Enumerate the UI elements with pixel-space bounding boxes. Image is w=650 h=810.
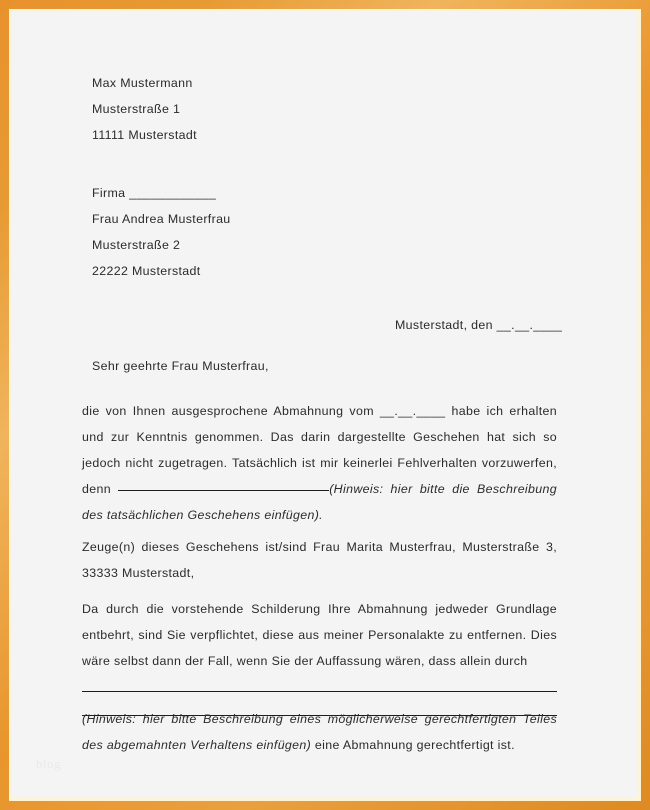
watermark-label: blog (36, 756, 62, 771)
paragraph-abmahnung-erhalten (82, 398, 557, 528)
recipient-company: Firma ____________ (92, 186, 217, 200)
p4-hinweis-note: (Hinweis: hier bitte Beschreibung eines möglicherweise gerechtfertigten Teiles des abgemahnten Verhaltens einfügen) (82, 712, 557, 752)
abmahnung-date-blank: __.__.____ (379, 404, 446, 418)
recipient-name: Frau Andrea Musterfrau (92, 212, 231, 226)
recipient-city: 22222 Musterstadt (92, 264, 201, 278)
paragraph-entfernung (82, 596, 557, 716)
paragraph-4-text (82, 706, 557, 758)
blank-rule-1 (82, 691, 557, 692)
dateline: Musterstadt, den __.__.____ (395, 318, 563, 332)
sender-city: 11111 Musterstadt (92, 128, 197, 142)
p1-text-after-blank: habe ich erhalten und zur Kenntnis genommen. Das darin dargestellte Geschehen hat sich so jedoch nicht zugetragen. Tatsächlich ist mir keinerlei Fehlverhalten vorzuwerfen, denn (82, 404, 557, 496)
salutation: Sehr geehrte Frau Musterfrau, (92, 359, 269, 373)
paragraph-3-text: Da durch die vorstehende Schilderung Ihre Abmahnung jedweder Grundlage entbehrt, sind Sie verpflichtet, diese aus meiner Personalakte zu entfernen. Dies wäre selbst dann der Fall, wenn Sie der Auffassung wären, dass allein durch (82, 602, 557, 668)
paragraph-hinweis-schluss (82, 706, 557, 758)
p1-text-before-blank: die von Ihnen ausgesprochene Abmahnung vom (82, 404, 380, 418)
letter-page (12, 12, 638, 798)
p1-hinweis-note: (Hinweis: hier bitte die Beschreibung des tatsächlichen Geschehens einfügen). (82, 482, 557, 522)
p4-text-after: eine Abmahnung gerechtfertigt ist. (311, 738, 515, 752)
recipient-street: Musterstraße 2 (92, 238, 181, 252)
paragraph-1-text (82, 398, 557, 528)
sender-street: Musterstraße 1 (92, 102, 181, 116)
letter-body (12, 12, 638, 798)
paragraph-2-text: Zeuge(n) dieses Geschehens ist/sind Frau Marita Musterfrau, Musterstraße 3, 33333 Musterstadt, (82, 540, 557, 580)
reason-blank-line (118, 490, 329, 491)
sender-name: Max Mustermann (92, 76, 193, 90)
paragraph-zeugen (82, 534, 557, 586)
